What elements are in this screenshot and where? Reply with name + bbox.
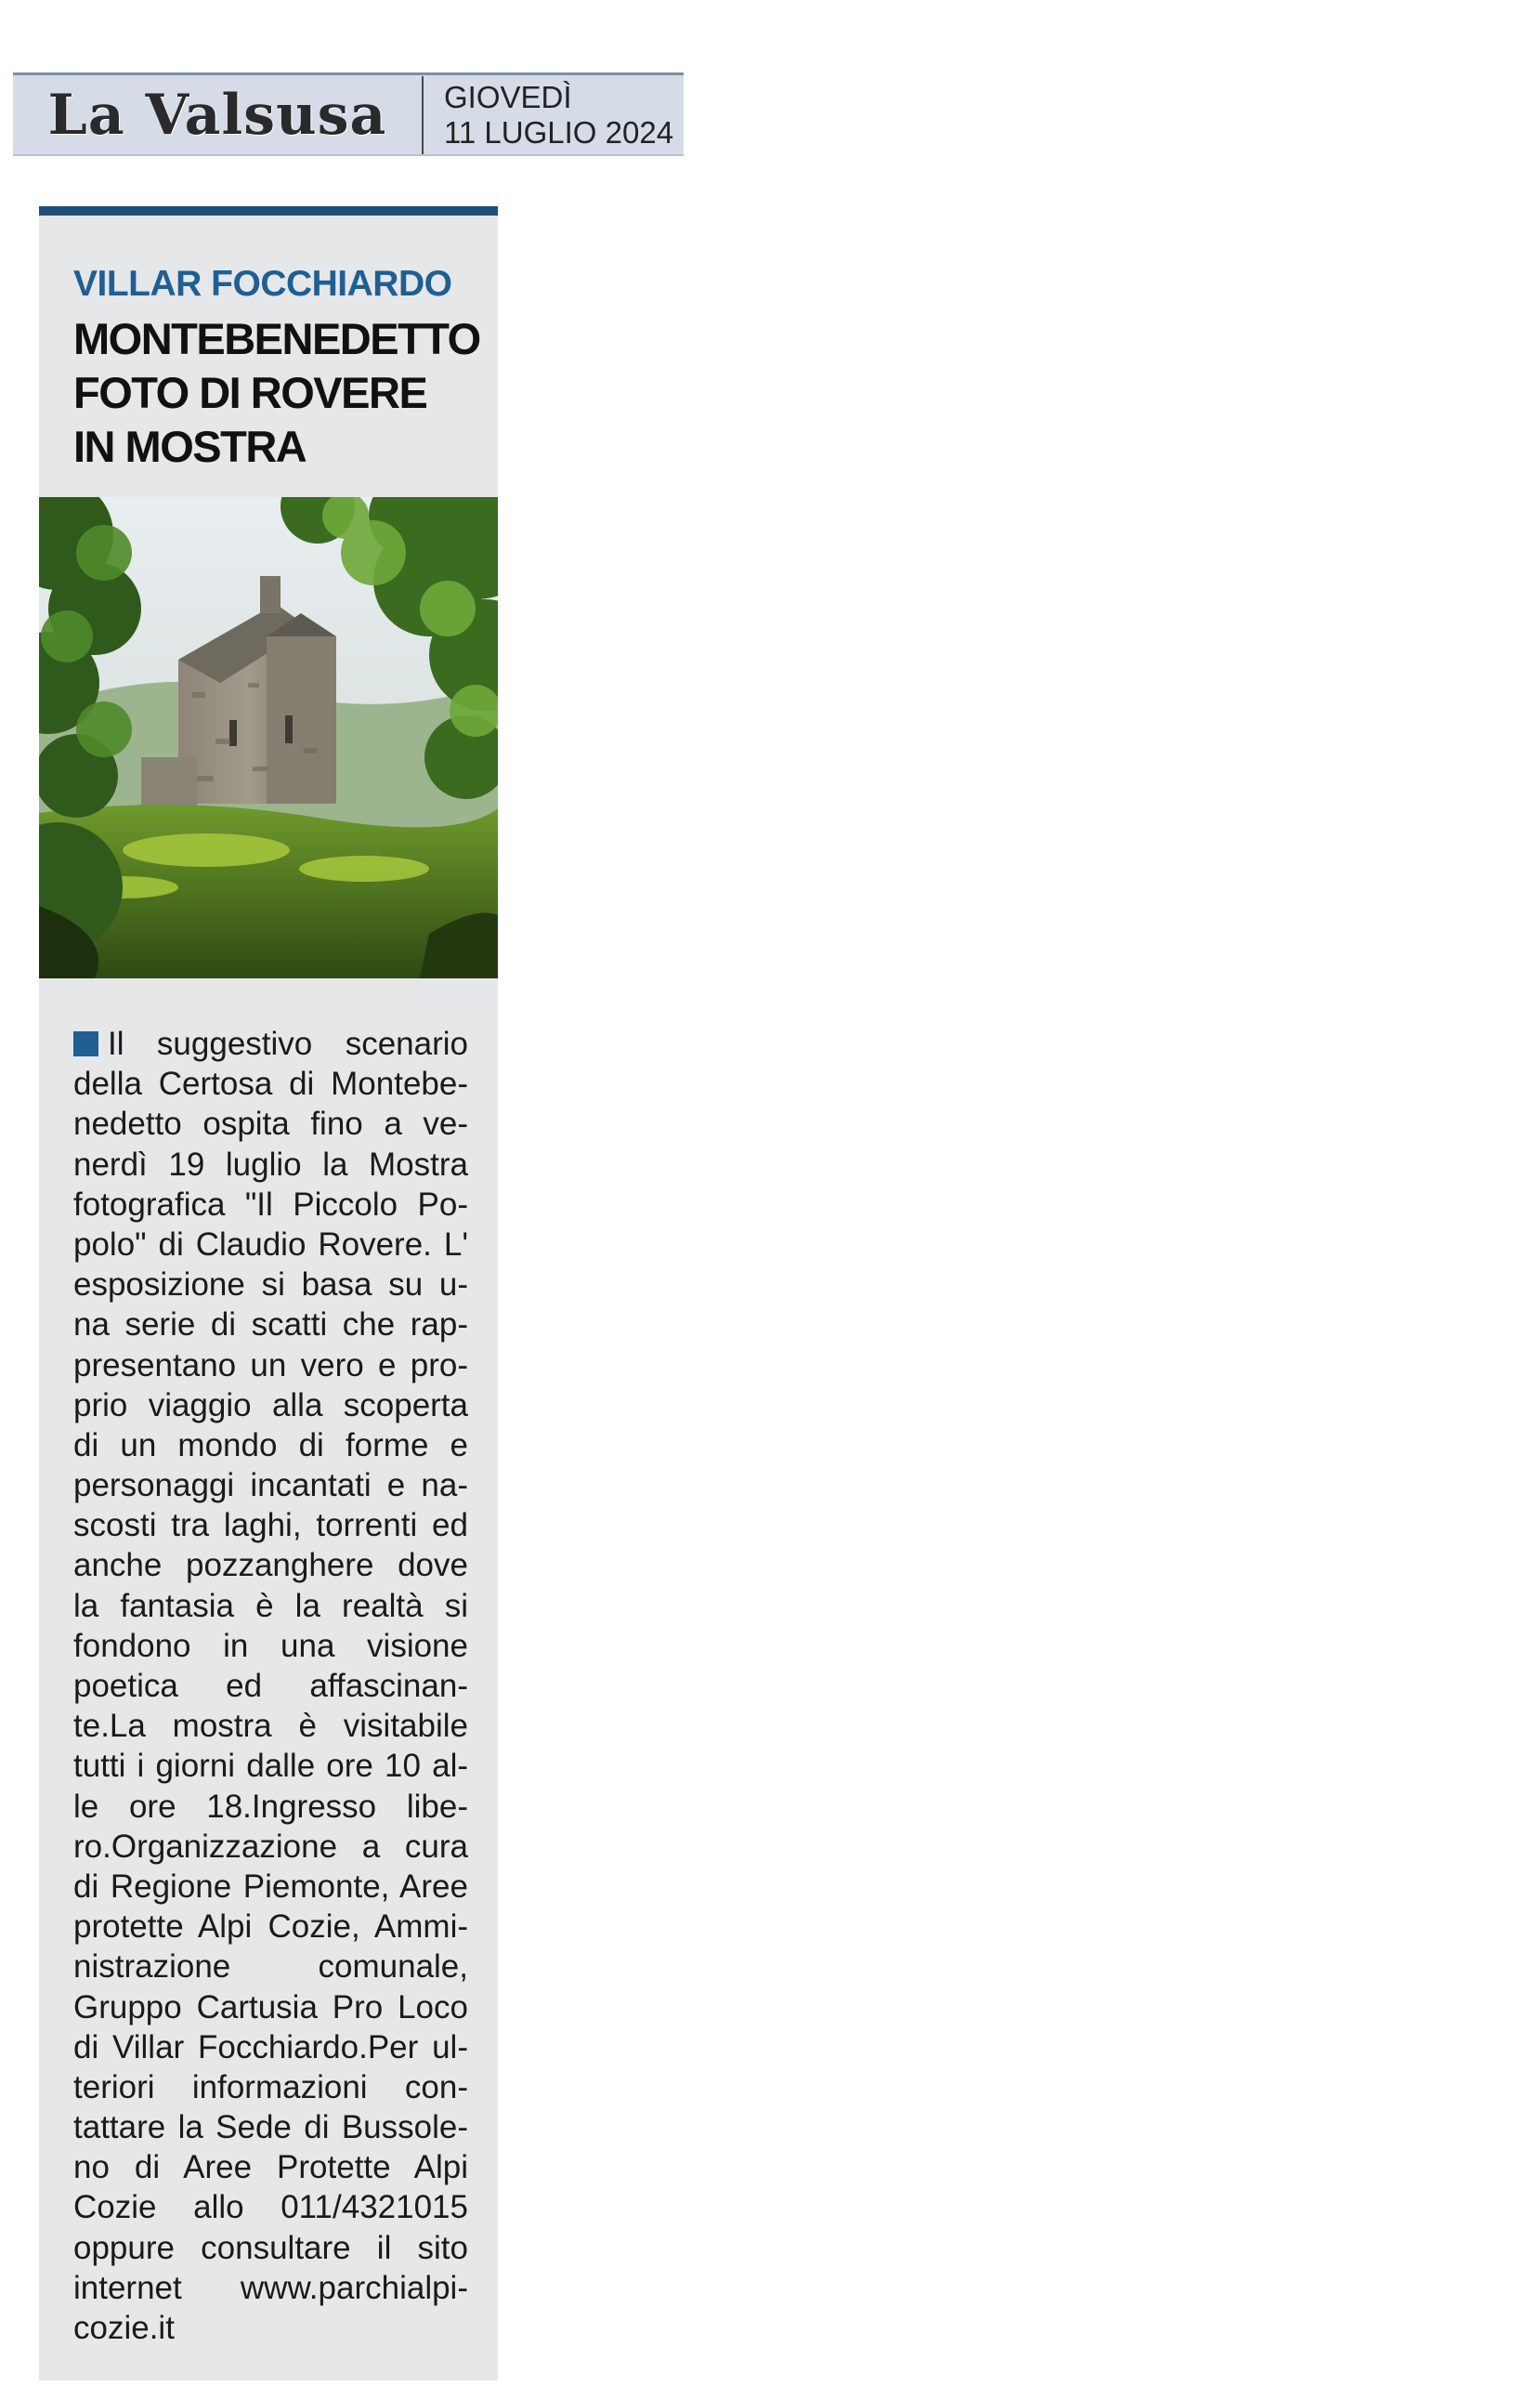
body-line-text: anche pozzanghere dove bbox=[73, 1547, 468, 1584]
body-line-text: tattare la Sede di Bussole- bbox=[73, 2109, 468, 2146]
issue-day: GIOVEDÌ bbox=[444, 79, 572, 114]
body-line-text: di un mondo di forme e bbox=[73, 1426, 468, 1463]
body-line-text: Il suggestivo scenario bbox=[108, 1026, 468, 1062]
square-bullet-icon bbox=[73, 1031, 98, 1056]
body-line bbox=[73, 2147, 468, 2187]
article-body bbox=[73, 1024, 468, 2348]
body-line bbox=[73, 2027, 468, 2067]
body-line bbox=[73, 1666, 468, 1706]
body-line bbox=[73, 1425, 468, 1465]
body-line-text: te.La mostra è visitabile bbox=[73, 1708, 468, 1745]
headline-line: IN MOSTRA bbox=[73, 422, 307, 471]
body-line-text: la fantasia è la realtà si bbox=[73, 1587, 468, 1624]
body-line bbox=[73, 1104, 468, 1144]
body-line-text: fotografica "Il Piccolo Po- bbox=[73, 1186, 468, 1223]
body-line bbox=[73, 1265, 468, 1304]
body-line-text: Gruppo Cartusia Pro Loco bbox=[73, 1988, 468, 2025]
headline-line: MONTEBENEDETTO bbox=[73, 314, 480, 363]
body-line bbox=[73, 1827, 468, 1867]
body-line-text: di Villar Focchiardo.Per ul- bbox=[73, 2028, 468, 2065]
headline-line: FOTO DI ROVERE bbox=[73, 368, 427, 417]
body-line bbox=[73, 1545, 468, 1585]
body-line bbox=[73, 2228, 468, 2268]
body-line-text: nistrazione comunale, bbox=[73, 1948, 468, 1986]
body-line bbox=[73, 1787, 468, 1827]
body-line bbox=[73, 1225, 468, 1265]
body-line-text: oppure consultare il sito bbox=[73, 2229, 468, 2266]
body-line-text: tutti i giorni dalle ore 10 al- bbox=[73, 1748, 468, 1785]
masthead bbox=[13, 72, 684, 156]
body-line-text: cozie.it bbox=[73, 2310, 175, 2346]
body-line bbox=[73, 2268, 468, 2308]
body-line-text: internet www.parchialpi- bbox=[73, 2269, 468, 2306]
body-line-text: di Regione Piemonte, Aree bbox=[73, 1868, 468, 1905]
body-line bbox=[73, 1505, 468, 1545]
body-line-text: prio viaggio alla scoperta bbox=[73, 1386, 468, 1423]
body-line-text: presentano un vero e pro- bbox=[73, 1346, 468, 1383]
body-line-text: polo" di Claudio Rovere. L' bbox=[73, 1226, 468, 1263]
issue-date bbox=[424, 80, 673, 151]
body-line bbox=[73, 1145, 468, 1185]
body-line-text: scosti tra laghi, torrenti ed bbox=[73, 1507, 468, 1544]
body-line-text: teriori informazioni con- bbox=[73, 2068, 468, 2105]
body-line bbox=[73, 2187, 468, 2227]
article-kicker: VILLAR FOCCHIARDO bbox=[73, 264, 452, 304]
body-line-text: Cozie allo 011/4321015 bbox=[73, 2189, 468, 2226]
newspaper-logo: La Valsusa bbox=[47, 82, 387, 148]
issue-date-text: 11 LUGLIO 2024 bbox=[444, 114, 674, 150]
body-line bbox=[73, 1304, 468, 1344]
body-line-text: personaggi incantati e na- bbox=[73, 1467, 468, 1504]
body-line bbox=[73, 1185, 468, 1225]
photo-certosa-icon bbox=[39, 497, 498, 978]
body-line bbox=[73, 2107, 468, 2147]
body-line-text: ro.Organizzazione a cura bbox=[73, 1828, 468, 1865]
body-line-text: no di Aree Protette Alpi bbox=[73, 2149, 468, 2186]
body-line-text: le ore 18.Ingresso libe- bbox=[73, 1788, 468, 1825]
body-line bbox=[73, 2067, 468, 2107]
body-line-text: della Certosa di Montebe- bbox=[73, 1066, 468, 1103]
body-line-text: nerdì 19 luglio la Mostra bbox=[73, 1146, 468, 1183]
body-line bbox=[73, 1024, 468, 1064]
body-line bbox=[73, 1385, 468, 1425]
body-line bbox=[73, 1867, 468, 1907]
body-line bbox=[73, 1947, 468, 1986]
body-line bbox=[73, 1586, 468, 1626]
body-line bbox=[73, 1706, 468, 1746]
body-line bbox=[73, 1345, 468, 1385]
body-line bbox=[73, 1987, 468, 2027]
body-line-text: nedetto ospita fino a ve- bbox=[73, 1106, 468, 1143]
body-line-text: poetica ed affascinan- bbox=[73, 1668, 468, 1704]
article-photo bbox=[39, 497, 498, 978]
body-line bbox=[73, 1746, 468, 1786]
article-headline bbox=[73, 312, 482, 474]
body-line-text: na serie di scatti che rap- bbox=[73, 1306, 468, 1344]
body-line-text: protette Alpi Cozie, Ammi- bbox=[73, 1908, 468, 1946]
body-line-text: esposizione si basa su u- bbox=[73, 1266, 468, 1304]
body-line-text: fondono in una visione bbox=[73, 1627, 468, 1664]
body-line bbox=[73, 1465, 468, 1505]
body-line bbox=[73, 1907, 468, 1947]
body-line bbox=[73, 1064, 468, 1104]
body-line bbox=[73, 2308, 468, 2348]
body-line bbox=[73, 1626, 468, 1666]
article bbox=[39, 206, 498, 2380]
